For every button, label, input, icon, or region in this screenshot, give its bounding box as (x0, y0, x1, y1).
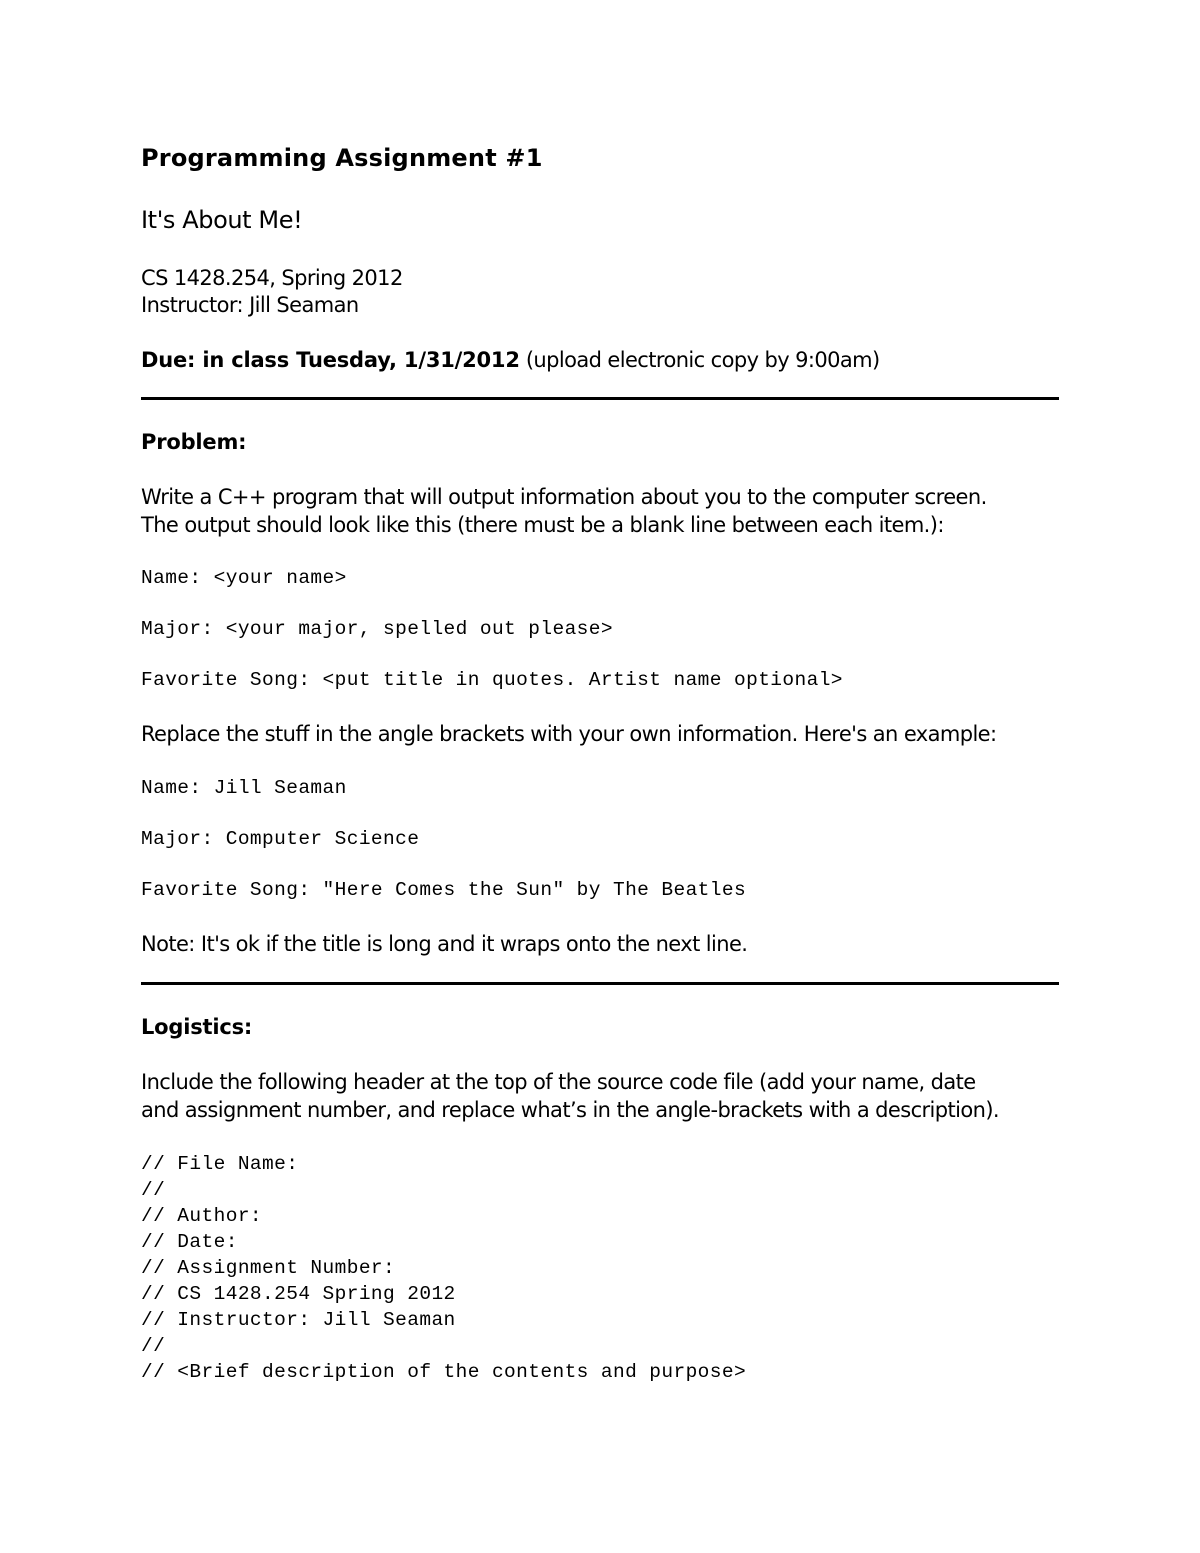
divider-top (141, 397, 1059, 400)
source-header-line: // Author: (141, 1205, 263, 1227)
assignment-page (141, 0, 1059, 1553)
document-title: Programming Assignment #1 (141, 144, 543, 172)
wrap-note: Note: It's ok if the title is long and it wraps onto the next line. (141, 932, 748, 956)
example-name-line: Name: Jill Seaman (141, 777, 347, 799)
example-song-line: Favorite Song: "Here Comes the Sun" by The Beatles (141, 879, 747, 901)
due-line (141, 346, 880, 374)
due-upload-note: (upload electronic copy by 9:00am) (519, 348, 880, 372)
problem-intro-line-2: The output should look like this (there must be a blank line between each item.): (141, 513, 944, 537)
logistics-heading: Logistics: (141, 1015, 253, 1039)
template-major-line: Major: <your major, spelled out please> (141, 618, 613, 640)
template-name-line: Name: <your name> (141, 567, 347, 589)
problem-intro-line-1: Write a C++ program that will output information about you to the computer screen. (141, 485, 987, 509)
course-line: CS 1428.254, Spring 2012 (141, 266, 403, 290)
example-major-line: Major: Computer Science (141, 828, 420, 850)
source-header-line: // CS 1428.254 Spring 2012 (141, 1283, 456, 1305)
source-header-line: // File Name: (141, 1153, 299, 1175)
due-date-bold: Due: in class Tuesday, 1/31/2012 (141, 348, 520, 372)
source-header-line: // (141, 1179, 166, 1201)
source-header-line: // (141, 1335, 166, 1357)
source-header-line: // Assignment Number: (141, 1257, 396, 1279)
source-header-block (141, 1151, 746, 1385)
replace-instructions: Replace the stuff in the angle brackets with your own information. Here's an example: (141, 722, 997, 746)
divider-middle (141, 982, 1059, 985)
instructor-line: Instructor: Jill Seaman (141, 293, 359, 317)
document-subtitle: It's About Me! (141, 206, 303, 234)
logistics-intro-line-2: and assignment number, and replace what’s in the angle-brackets with a description). (141, 1098, 1000, 1122)
problem-heading: Problem: (141, 430, 247, 454)
source-header-line: // <Brief description of the contents and purpose> (141, 1361, 747, 1383)
logistics-intro-line-1: Include the following header at the top of the source code file (add your name, date (141, 1070, 976, 1094)
source-header-line: // Instructor: Jill Seaman (141, 1309, 456, 1331)
source-header-line: // Date: (141, 1231, 238, 1253)
template-song-line: Favorite Song: <put title in quotes. Artist name optional> (141, 669, 843, 691)
